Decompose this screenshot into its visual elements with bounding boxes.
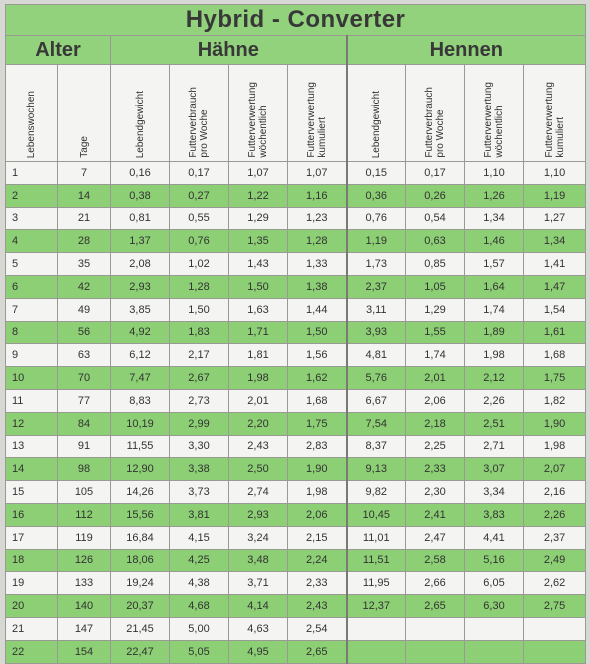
table-cell: 7,47: [111, 367, 170, 390]
table-cell: 2,66: [406, 572, 465, 595]
table-cell: 4,25: [170, 549, 229, 572]
table-cell: 6,05: [465, 572, 524, 595]
table-cell: 1,10: [524, 162, 586, 185]
table-cell: 2,93: [229, 503, 288, 526]
table-cell: 1,71: [229, 321, 288, 344]
table-cell: 1,75: [524, 367, 586, 390]
table-cell: 4,92: [111, 321, 170, 344]
column-header: Lebendgewicht: [347, 65, 406, 162]
table-cell: 1,98: [229, 367, 288, 390]
table-cell: 1,16: [288, 184, 347, 207]
table-cell: 11,95: [347, 572, 406, 595]
table-cell: 2,75: [524, 595, 586, 618]
table-row: [6, 275, 586, 298]
table-cell: [347, 617, 406, 640]
table-cell: 0,17: [406, 162, 465, 185]
table-cell: 7: [58, 162, 111, 185]
table-cell: 1,19: [524, 184, 586, 207]
table-cell: 2,41: [406, 503, 465, 526]
table-cell: 22,47: [111, 640, 170, 663]
table-row: [6, 389, 586, 412]
table-cell: 1,37: [111, 230, 170, 253]
table-row: [6, 344, 586, 367]
table-cell: 2,15: [288, 526, 347, 549]
table-cell: 6,30: [465, 595, 524, 618]
table-row: [6, 412, 586, 435]
table-cell: 4,38: [170, 572, 229, 595]
table-cell: 2,49: [524, 549, 586, 572]
table-cell: 17: [6, 526, 58, 549]
column-header: Futterverbrauch pro Woche: [170, 65, 229, 162]
table-cell: 8: [6, 321, 58, 344]
table-cell: 16,84: [111, 526, 170, 549]
column-header: Futterverwertung kumuliert: [288, 65, 347, 162]
table-cell: 1,22: [229, 184, 288, 207]
table-cell: 3,38: [170, 458, 229, 481]
table-cell: 0,54: [406, 207, 465, 230]
table-cell: 3,07: [465, 458, 524, 481]
column-header: Futterverwertung wöchentlich: [465, 65, 524, 162]
table-cell: 11,01: [347, 526, 406, 549]
table-cell: 19: [6, 572, 58, 595]
table-cell: 5,00: [170, 617, 229, 640]
table-cell: 3: [6, 207, 58, 230]
table-cell: 1,50: [288, 321, 347, 344]
table-cell: 1,82: [524, 389, 586, 412]
table-cell: 0,16: [111, 162, 170, 185]
table-cell: 2,17: [170, 344, 229, 367]
table-cell: 0,63: [406, 230, 465, 253]
table-cell: 11,55: [111, 435, 170, 458]
table-cell: 1,29: [229, 207, 288, 230]
table-cell: 18: [6, 549, 58, 572]
table-cell: 84: [58, 412, 111, 435]
table-cell: 1,90: [524, 412, 586, 435]
table-cell: 0,81: [111, 207, 170, 230]
table-cell: 2,71: [465, 435, 524, 458]
table-cell: 56: [58, 321, 111, 344]
table-cell: 2,65: [406, 595, 465, 618]
table-cell: 2,01: [406, 367, 465, 390]
table-cell: 2,33: [288, 572, 347, 595]
table-cell: 2,51: [465, 412, 524, 435]
table-cell: 1,33: [288, 253, 347, 276]
table-cell: 12,90: [111, 458, 170, 481]
table-cell: 2,01: [229, 389, 288, 412]
table-cell: 126: [58, 549, 111, 572]
table-row: [6, 572, 586, 595]
table-cell: 1,90: [288, 458, 347, 481]
table-cell: 4,81: [347, 344, 406, 367]
table-cell: 2,18: [406, 412, 465, 435]
table-cell: 2,26: [465, 389, 524, 412]
table-cell: 1,54: [524, 298, 586, 321]
table-cell: 10,19: [111, 412, 170, 435]
table-cell: 0,26: [406, 184, 465, 207]
table-cell: 9,82: [347, 481, 406, 504]
table-cell: 0,55: [170, 207, 229, 230]
table-cell: 0,38: [111, 184, 170, 207]
table-cell: 5,05: [170, 640, 229, 663]
table-cell: 14: [6, 458, 58, 481]
table-cell: 1,43: [229, 253, 288, 276]
table-title: Hybrid - Converter: [6, 5, 586, 36]
table-cell: 13: [6, 435, 58, 458]
table-cell: 1,05: [406, 275, 465, 298]
table-cell: 119: [58, 526, 111, 549]
table-cell: 19,24: [111, 572, 170, 595]
table-cell: 2,37: [524, 526, 586, 549]
table-cell: 0,36: [347, 184, 406, 207]
table-cell: 3,85: [111, 298, 170, 321]
table-cell: 2,93: [111, 275, 170, 298]
table-cell: 15: [6, 481, 58, 504]
table-cell: 42: [58, 275, 111, 298]
table-cell: 1,07: [229, 162, 288, 185]
table-cell: 6,67: [347, 389, 406, 412]
table-cell: 154: [58, 640, 111, 663]
table-cell: 3,11: [347, 298, 406, 321]
table-cell: 2,54: [288, 617, 347, 640]
table-cell: 2,30: [406, 481, 465, 504]
table-cell: 2,58: [406, 549, 465, 572]
table-cell: 2,74: [229, 481, 288, 504]
table-cell: [524, 617, 586, 640]
table-cell: 2,37: [347, 275, 406, 298]
table-cell: 1,64: [465, 275, 524, 298]
table-cell: 2: [6, 184, 58, 207]
table-cell: 0,15: [347, 162, 406, 185]
table-cell: 147: [58, 617, 111, 640]
table-cell: 5: [6, 253, 58, 276]
table-cell: 1,35: [229, 230, 288, 253]
table-cell: 9,13: [347, 458, 406, 481]
table-cell: 2,08: [111, 253, 170, 276]
table-cell: 4: [6, 230, 58, 253]
table-cell: 3,30: [170, 435, 229, 458]
table-cell: 12: [6, 412, 58, 435]
table-cell: 112: [58, 503, 111, 526]
table-cell: 3,73: [170, 481, 229, 504]
table-row: [6, 367, 586, 390]
table-cell: 1,26: [465, 184, 524, 207]
table-cell: 105: [58, 481, 111, 504]
table-cell: 1,34: [465, 207, 524, 230]
table-cell: 9: [6, 344, 58, 367]
table-cell: 1,75: [288, 412, 347, 435]
table-cell: 1,63: [229, 298, 288, 321]
table-cell: 1: [6, 162, 58, 185]
table-cell: 14: [58, 184, 111, 207]
table-cell: 7,54: [347, 412, 406, 435]
table-cell: 2,12: [465, 367, 524, 390]
table-cell: 2,43: [229, 435, 288, 458]
table-cell: 2,65: [288, 640, 347, 663]
table-cell: 2,06: [288, 503, 347, 526]
table-cell: 5,16: [465, 549, 524, 572]
table-cell: 2,06: [406, 389, 465, 412]
group-haehne: Hähne: [111, 36, 347, 65]
table-row: [6, 435, 586, 458]
table-cell: 3,81: [170, 503, 229, 526]
table-cell: 21: [58, 207, 111, 230]
table-cell: 1,28: [288, 230, 347, 253]
table-cell: 2,99: [170, 412, 229, 435]
table-row: [6, 162, 586, 185]
table-cell: 1,83: [170, 321, 229, 344]
table-cell: 1,98: [465, 344, 524, 367]
table-cell: 1,89: [465, 321, 524, 344]
table-cell: 21: [6, 617, 58, 640]
column-header-row: [6, 65, 586, 162]
table-cell: 77: [58, 389, 111, 412]
table-cell: 0,76: [170, 230, 229, 253]
table-cell: 1,41: [524, 253, 586, 276]
table-row: [6, 207, 586, 230]
column-header: Futterverwertung kumuliert: [524, 65, 586, 162]
group-alter: Alter: [6, 36, 111, 65]
table-cell: 1,61: [524, 321, 586, 344]
table-row: [6, 458, 586, 481]
column-header: Lebenswochen: [6, 65, 58, 162]
table-row: [6, 253, 586, 276]
table-cell: [465, 617, 524, 640]
table-cell: 22: [6, 640, 58, 663]
table-cell: 1,81: [229, 344, 288, 367]
table-cell: 1,98: [288, 481, 347, 504]
table-cell: 2,62: [524, 572, 586, 595]
table-cell: 35: [58, 253, 111, 276]
table-cell: 2,26: [524, 503, 586, 526]
table-cell: 14,26: [111, 481, 170, 504]
table-cell: 1,34: [524, 230, 586, 253]
table-cell: 3,93: [347, 321, 406, 344]
table-cell: 6,12: [111, 344, 170, 367]
table-row: [6, 526, 586, 549]
column-header: Lebendgewicht: [111, 65, 170, 162]
column-header: Futterverbrauch pro Woche: [406, 65, 465, 162]
table-cell: 4,14: [229, 595, 288, 618]
table-row: [6, 298, 586, 321]
table-cell: 7: [6, 298, 58, 321]
table-cell: [406, 617, 465, 640]
table-cell: 2,25: [406, 435, 465, 458]
table-cell: 1,07: [288, 162, 347, 185]
table-cell: 11,51: [347, 549, 406, 572]
table-cell: 2,47: [406, 526, 465, 549]
table-cell: 63: [58, 344, 111, 367]
table-cell: 3,24: [229, 526, 288, 549]
table-cell: 1,38: [288, 275, 347, 298]
table-cell: 2,20: [229, 412, 288, 435]
table-cell: 8,83: [111, 389, 170, 412]
table-cell: 21,45: [111, 617, 170, 640]
table-cell: 18,06: [111, 549, 170, 572]
table-cell: 1,46: [465, 230, 524, 253]
table-cell: 5,76: [347, 367, 406, 390]
table-cell: 0,17: [170, 162, 229, 185]
table-cell: 1,74: [465, 298, 524, 321]
table-cell: 3,83: [465, 503, 524, 526]
table-cell: 20,37: [111, 595, 170, 618]
table-cell: 1,55: [406, 321, 465, 344]
table-cell: 0,85: [406, 253, 465, 276]
table-cell: 1,19: [347, 230, 406, 253]
table-cell: 1,50: [170, 298, 229, 321]
table-cell: 28: [58, 230, 111, 253]
table-cell: 15,56: [111, 503, 170, 526]
table-cell: 2,33: [406, 458, 465, 481]
table-cell: 1,47: [524, 275, 586, 298]
table-cell: 12,37: [347, 595, 406, 618]
table-cell: 11: [6, 389, 58, 412]
table-cell: 2,43: [288, 595, 347, 618]
table-row: [6, 230, 586, 253]
table-cell: 0,27: [170, 184, 229, 207]
table-cell: 1,56: [288, 344, 347, 367]
table-cell: 98: [58, 458, 111, 481]
table-cell: 1,62: [288, 367, 347, 390]
table-cell: 1,50: [229, 275, 288, 298]
group-hennen: Hennen: [347, 36, 586, 65]
table-cell: 4,41: [465, 526, 524, 549]
table-cell: 2,07: [524, 458, 586, 481]
table-cell: 2,50: [229, 458, 288, 481]
table-cell: 1,28: [170, 275, 229, 298]
table-cell: 2,67: [170, 367, 229, 390]
table-cell: 2,83: [288, 435, 347, 458]
table-row: [6, 481, 586, 504]
table-cell: 8,37: [347, 435, 406, 458]
column-header: Futterverwertung wöchentlich: [229, 65, 288, 162]
table-cell: 2,73: [170, 389, 229, 412]
table-row: [6, 184, 586, 207]
table-cell: 3,71: [229, 572, 288, 595]
table-cell: 49: [58, 298, 111, 321]
table-cell: 4,15: [170, 526, 229, 549]
table-cell: 1,68: [524, 344, 586, 367]
table-cell: 3,48: [229, 549, 288, 572]
table-row: [6, 595, 586, 618]
table-cell: 16: [6, 503, 58, 526]
table-cell: 6: [6, 275, 58, 298]
table-cell: 4,68: [170, 595, 229, 618]
table-cell: 133: [58, 572, 111, 595]
table-cell: 1,02: [170, 253, 229, 276]
table-body: [6, 162, 586, 664]
table-cell: 1,98: [524, 435, 586, 458]
table-cell: 1,74: [406, 344, 465, 367]
table-cell: 1,23: [288, 207, 347, 230]
table-row: [6, 503, 586, 526]
table-cell: 3,34: [465, 481, 524, 504]
table-cell: 10,45: [347, 503, 406, 526]
column-header: Tage: [58, 65, 111, 162]
table-cell: 1,73: [347, 253, 406, 276]
table-cell: 140: [58, 595, 111, 618]
table-cell: 10: [6, 367, 58, 390]
table-cell: 91: [58, 435, 111, 458]
table-cell: 1,27: [524, 207, 586, 230]
table-cell: 1,29: [406, 298, 465, 321]
table-cell: 20: [6, 595, 58, 618]
table-cell: 2,24: [288, 549, 347, 572]
table-cell: 70: [58, 367, 111, 390]
converter-table: [5, 4, 586, 664]
table-cell: 1,10: [465, 162, 524, 185]
document-sheet: [5, 4, 585, 656]
table-row: [6, 549, 586, 572]
table-cell: 1,44: [288, 298, 347, 321]
table-cell: 4,95: [229, 640, 288, 663]
table-cell: 0,76: [347, 207, 406, 230]
table-cell: 1,68: [288, 389, 347, 412]
table-cell: 4,63: [229, 617, 288, 640]
table-row: [6, 321, 586, 344]
table-cell: 1,57: [465, 253, 524, 276]
table-row: [6, 617, 586, 640]
table-cell: 2,16: [524, 481, 586, 504]
